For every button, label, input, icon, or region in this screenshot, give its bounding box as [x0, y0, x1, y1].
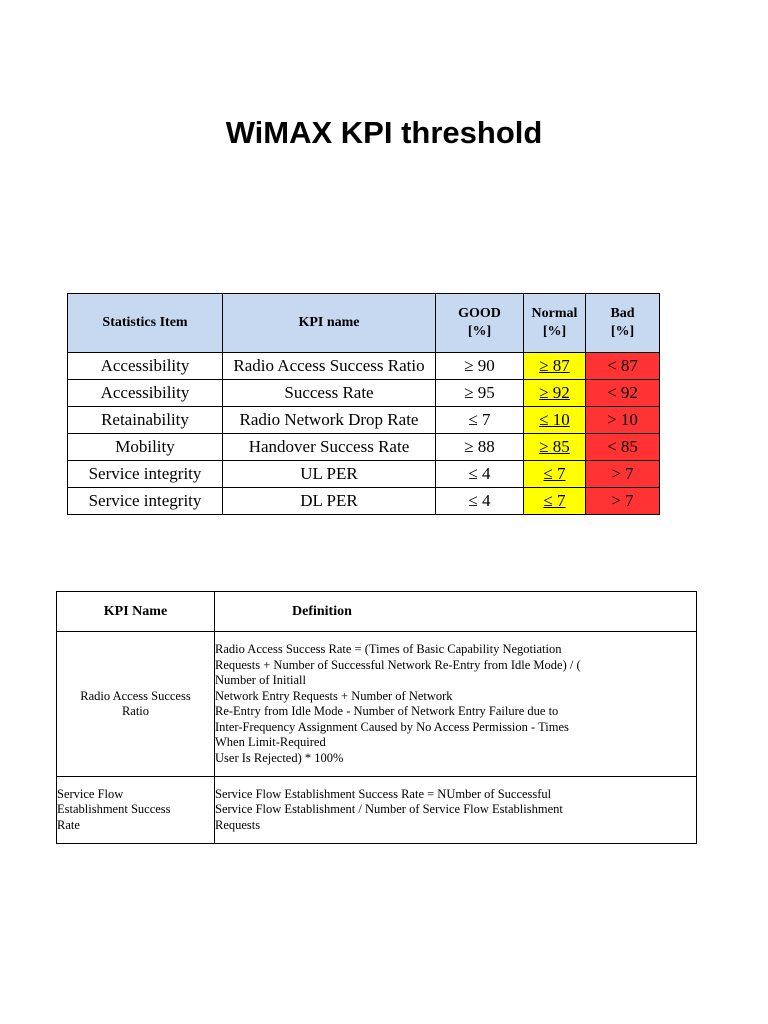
table-row	[68, 407, 660, 434]
header-definition: Definition	[215, 592, 697, 632]
header-statistics-item: Statistics Item	[68, 294, 223, 353]
definition-line: Service Flow Establishment Success Rate = NUmber of Successful	[215, 786, 552, 801]
kpi-definition-table	[56, 591, 697, 844]
definition-line: Requests	[215, 817, 261, 832]
kpi-name-line: Service Flow	[57, 786, 124, 801]
cell-normal-value: ≥ 92	[539, 383, 570, 402]
cell-kpi-name: Radio Network Drop Rate	[223, 407, 436, 434]
cell-normal-value: ≤ 10	[539, 410, 570, 429]
kpi-name-line: Ratio	[121, 704, 150, 718]
cell-kpi-name	[57, 777, 215, 844]
cell-kpi-name: Radio Access Success Ratio	[223, 353, 436, 380]
cell-good: ≤ 7	[436, 407, 524, 434]
cell-normal	[524, 488, 586, 515]
cell-bad: < 85	[586, 434, 660, 461]
kpi-header-row	[68, 294, 660, 353]
cell-statistics-item: Accessibility	[68, 380, 223, 407]
cell-good: ≥ 88	[436, 434, 524, 461]
header-kpi-name: KPI name	[223, 294, 436, 353]
definition-line: Radio Access Success Rate = (Times of Basic Capability Negotiation	[215, 642, 562, 656]
cell-normal	[524, 407, 586, 434]
cell-kpi-name: Success Rate	[223, 380, 436, 407]
header-good-unit: [%]	[467, 324, 492, 339]
cell-bad: < 92	[586, 380, 660, 407]
header-normal-unit: [%]	[542, 324, 567, 339]
definition-line: Inter-Frequency Assignment Caused by No Access Permission - Times	[215, 719, 569, 734]
cell-kpi-name: Handover Success Rate	[223, 434, 436, 461]
cell-good: ≥ 95	[436, 380, 524, 407]
cell-good: ≤ 4	[436, 461, 524, 488]
definition-line: Number of Initiall	[215, 673, 306, 687]
kpi-name-line: Radio Access Success	[80, 688, 191, 703]
page-title: WiMAX KPI threshold	[225, 115, 543, 150]
definition-line: Requests + Number of Successful Network Re-Entry from Idle Mode) / (	[215, 657, 581, 672]
cell-statistics-item: Service integrity	[68, 488, 223, 515]
definition-line: Re-Entry from Idle Mode - Number of Network Entry Failure due to	[215, 704, 559, 718]
table-row	[57, 777, 697, 844]
cell-kpi-name: DL PER	[223, 488, 436, 515]
cell-bad: > 7	[586, 488, 660, 515]
header-good-label: GOOD	[458, 306, 501, 321]
header-kpi-name: KPI Name	[57, 592, 215, 632]
cell-good: ≥ 90	[436, 353, 524, 380]
cell-normal	[524, 380, 586, 407]
cell-kpi-name: UL PER	[223, 461, 436, 488]
cell-good: ≤ 4	[436, 488, 524, 515]
header-good	[436, 294, 524, 353]
cell-normal	[524, 461, 586, 488]
cell-statistics-item: Service integrity	[68, 461, 223, 488]
cell-kpi-name	[57, 632, 215, 777]
cell-bad: > 7	[586, 461, 660, 488]
cell-statistics-item: Accessibility	[68, 353, 223, 380]
cell-normal-value: ≤ 7	[543, 491, 566, 510]
table-row	[68, 488, 660, 515]
definition-line: Network Entry Requests + Number of Network	[215, 688, 453, 703]
cell-normal-value: ≤ 7	[543, 464, 566, 483]
cell-bad: < 87	[586, 353, 660, 380]
cell-statistics-item: Retainability	[68, 407, 223, 434]
definition-line: Service Flow Establishment / Number of Service Flow Establishment	[215, 802, 563, 817]
cell-normal-value: ≥ 85	[539, 437, 570, 456]
definition-line: When Limit-Required	[215, 735, 326, 749]
cell-normal	[524, 353, 586, 380]
cell-definition	[215, 632, 697, 777]
table-row	[68, 353, 660, 380]
header-bad-unit: [%]	[610, 324, 635, 339]
header-bad-label: Bad	[610, 306, 635, 321]
cell-normal	[524, 434, 586, 461]
cell-statistics-item: Mobility	[68, 434, 223, 461]
header-normal	[524, 294, 586, 353]
header-normal-label: Normal	[531, 306, 578, 321]
table-row	[57, 632, 697, 777]
cell-bad: > 10	[586, 407, 660, 434]
cell-definition	[215, 777, 697, 844]
table-row	[68, 461, 660, 488]
table-row	[68, 434, 660, 461]
kpi-threshold-table	[67, 293, 660, 515]
definition-line: User Is Rejected) * 100%	[215, 750, 344, 765]
definition-header-row	[57, 592, 697, 632]
cell-normal-value: ≥ 87	[539, 356, 570, 375]
kpi-name-line: Rate	[57, 817, 80, 832]
kpi-name-line: Establishment Success	[57, 802, 171, 817]
header-bad	[586, 294, 660, 353]
table-row	[68, 380, 660, 407]
